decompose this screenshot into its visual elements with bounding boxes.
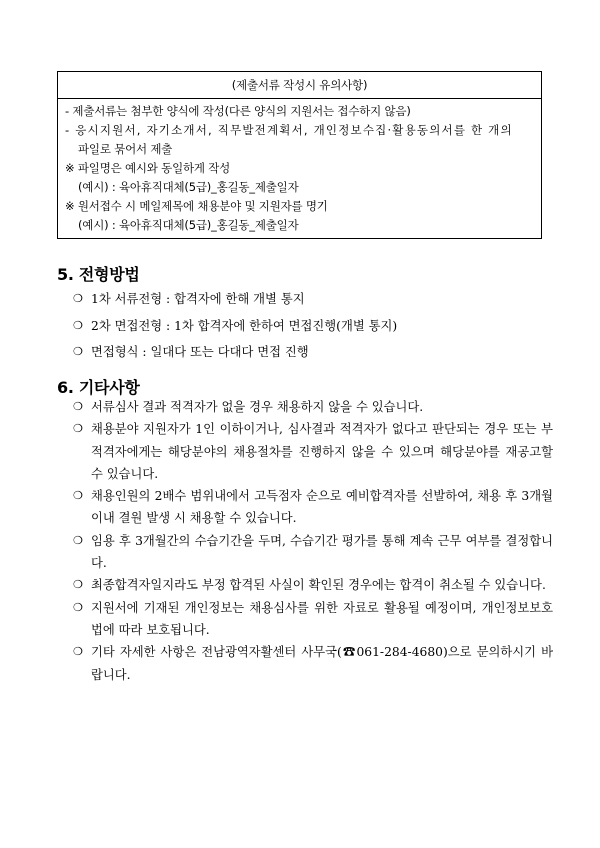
list-item-text: 지원서에 기재된 개인정보는 채용심사를 위한 자료로 활용될 예정이며, 개인정보보호법에 따라 보호됩니다. xyxy=(91,600,553,637)
circle-bullet-icon: ❍ xyxy=(73,318,83,332)
list-item xyxy=(73,396,553,418)
circle-bullet-icon: ❍ xyxy=(73,345,83,358)
section-5-list xyxy=(73,286,553,366)
notice-title: (제출서류 작성시 유의사항) xyxy=(58,72,541,99)
notice-example-line: (예시) : 육아휴직대체(5급)_홍길동_제출일자 xyxy=(78,180,299,194)
list-item-text: 면접형식 : 일대다 또는 다대다 면접 진행 xyxy=(91,345,309,359)
list-item-text: 채용인원의 2배수 범위내에서 고득점자 순으로 예비합격자를 선발하여, 채용 후 3개월 이내 결원 발생 시 채용할 수 있습니다. xyxy=(91,489,553,526)
circle-bullet-icon: ❍ xyxy=(73,422,83,436)
section-6-list xyxy=(73,396,553,686)
list-item-text: 2차 면접전형 : 1차 합격자에 한하여 면접진행(개별 통지) xyxy=(91,318,398,333)
section-5-heading: 5. 전형방법 xyxy=(57,265,140,284)
list-item xyxy=(73,313,553,340)
list-item xyxy=(73,641,553,686)
list-item xyxy=(73,597,553,642)
notice-line xyxy=(65,121,541,140)
list-item xyxy=(73,286,553,313)
list-item xyxy=(73,530,553,575)
notice-line: ※ 파일명은 예시와 동일하게 작성 xyxy=(65,161,231,175)
circle-bullet-icon: ❍ xyxy=(73,600,83,614)
list-item xyxy=(73,339,553,366)
list-item xyxy=(73,485,553,530)
list-item xyxy=(73,418,553,485)
notice-line: 파일로 묶어서 제출 xyxy=(78,142,173,156)
list-item-text: 기타 자세한 사항은 전남광역자활센터 사무국(☎061-284-4680)으로 문의하시기 바랍니다. xyxy=(91,645,553,682)
list-item xyxy=(73,574,553,596)
notice-line: - 제출서류는 첨부한 양식에 작성(다른 양식의 지원서는 접수하지 않음) xyxy=(65,104,411,118)
circle-bullet-icon: ❍ xyxy=(73,533,83,547)
circle-bullet-icon: ❍ xyxy=(73,400,83,413)
section-6-heading: 6. 기타사항 xyxy=(57,378,140,397)
list-item-text: 채용분야 지원자가 1인 이하이거나, 심사결과 적격자가 없다고 판단되는 경우 또는 부적격자에게는 해당분야의 채용절차를 진행하지 않을 수 있으며 해당분야를 재공고할 수 있습니다. xyxy=(91,422,553,481)
submission-notice-box xyxy=(57,71,542,239)
list-item-text: 서류심사 결과 적격자가 없을 경우 채용하지 않을 수 있습니다. xyxy=(91,400,424,414)
notice-line-text: - 응시지원서, 자기소개서, 직무발전계획서, 개인정보수집·활용동의서를 한 개의 xyxy=(65,123,513,137)
list-item-text: 최종합격자일지라도 부정 합격된 사실이 확인된 경우에는 합격이 취소될 수 있습니다. xyxy=(91,578,546,593)
circle-bullet-icon: ❍ xyxy=(73,645,83,659)
circle-bullet-icon: ❍ xyxy=(73,292,83,305)
list-item-text: 임용 후 3개월간의 수습기간을 두며, 수습기간 평가를 통해 계속 근무 여부를 결정합니다. xyxy=(91,533,553,571)
notice-line: ※ 원서접수 시 메일제목에 채용분야 및 지원자를 명기 xyxy=(65,199,328,213)
notice-body xyxy=(58,99,541,235)
notice-example-line: (예시) : 육아휴직대체(5급)_홍길동_제출일자 xyxy=(78,218,299,232)
circle-bullet-icon: ❍ xyxy=(73,489,83,503)
list-item-text: 1차 서류전형 : 합격자에 한해 개별 통지 xyxy=(91,292,305,306)
circle-bullet-icon: ❍ xyxy=(73,578,83,592)
